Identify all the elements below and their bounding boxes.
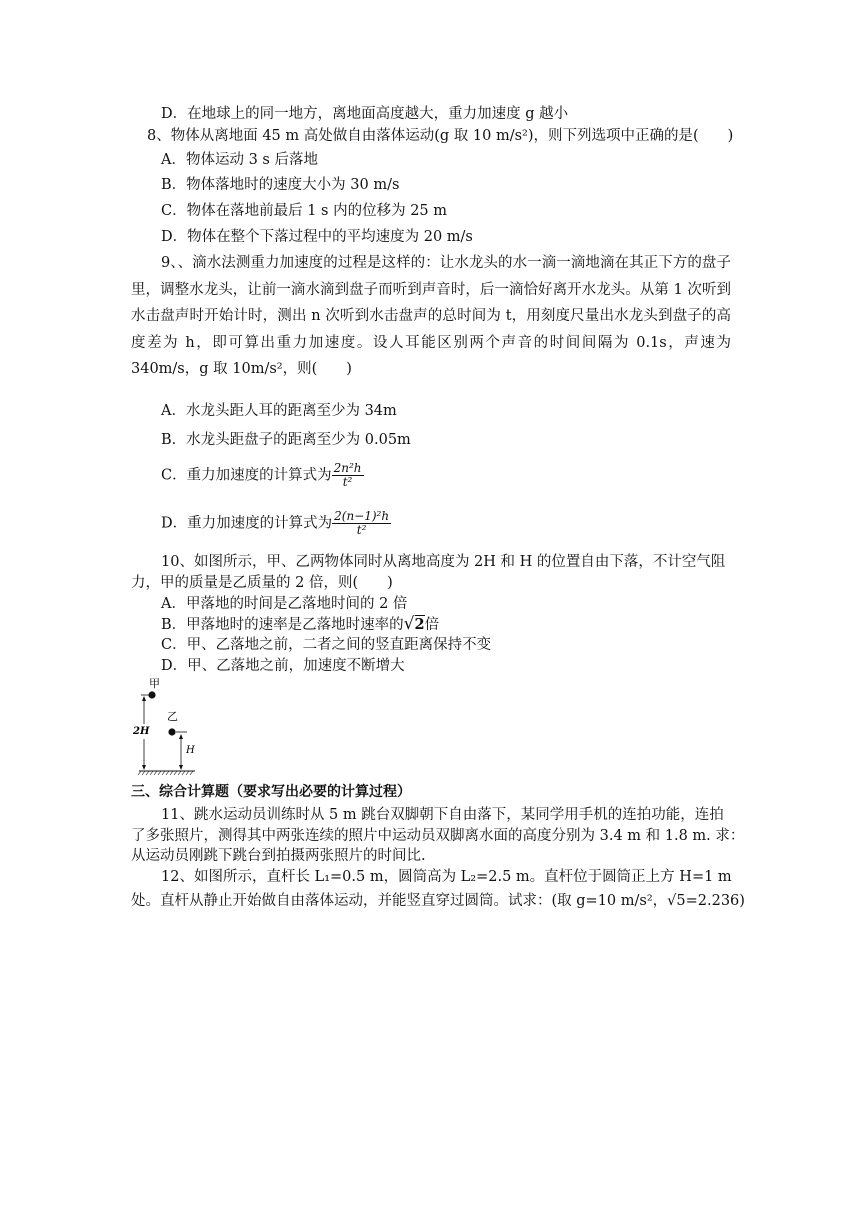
q9-option-a: A．水龙头距人耳的距离至少为 34m bbox=[161, 403, 397, 419]
q9-c-denominator: t² bbox=[342, 475, 353, 489]
q10-stem-line1: 10、如图所示，甲、乙两物体同时从离地高度为 2H 和 H 的位置自由下落，不计空气阻 bbox=[161, 554, 726, 570]
q10-option-c: C．甲、乙落地之前，二者之间的竖直距离保持不变 bbox=[161, 637, 492, 653]
q12-line2: 处。直杆从静止开始做自由落体运动，并能竖直穿过圆筒。试求：(取 g=10 m/s²，√5=2.236) bbox=[131, 893, 745, 909]
q9-d-denominator: t² bbox=[356, 523, 367, 537]
object-yi-dot bbox=[168, 728, 175, 735]
figure-label-h: H bbox=[186, 745, 195, 756]
figure-label-2h: 2H bbox=[133, 726, 150, 737]
q8-option-b: B．物体落地时的速度大小为 30 m/s bbox=[161, 177, 400, 193]
q10-option-b-prefix: B．甲落地时的速率是乙落地时速率的 bbox=[161, 617, 404, 633]
q9-option-c-formula bbox=[332, 462, 364, 489]
arrow-2h-down-head bbox=[142, 765, 146, 770]
q8-option-d: D．物体在整个下落过程中的平均速度为 20 m/s bbox=[161, 229, 473, 245]
arrow-h-down-head bbox=[179, 765, 183, 770]
q9-option-c-prefix: C．重力加速度的计算式为 bbox=[161, 467, 332, 484]
q9-option-b: B．水龙头距盘子的距离至少为 0.05m bbox=[161, 432, 411, 448]
sqrt-symbol: √ bbox=[403, 614, 415, 634]
q7-option-d: D．在地球上的同一地方，离地面高度越大，重力加速度 g 越小 bbox=[161, 106, 569, 122]
q12-line1: 12、如图所示，直杆长 L₁=0.5 m，圆筒高为 L₂=2.5 m。直杆位于圆筒正上方 H=1 m bbox=[161, 869, 732, 885]
object-jia-dot bbox=[148, 691, 155, 698]
arrow-h-up-head bbox=[179, 734, 183, 739]
q9-stem-text: 9、、滴水法测重力加速度的过程是这样的：让水龙头的水一滴一滴地滴在其正下方的盘子里，调整水龙头，让前一滴水滴到盘子而听到声音时，后一滴恰好离开水龙头。从第 1 次听到水击盘声时开始计时，测出 n 次听到水击盘声的总时间为 t，用刻度尺量出水龙头到盘子的高度差为 h，即可算出重力加速度。设人耳能区别两个声音的时间间隔为 0.1s，声速为 340m/s，g 取 10m/s²，则( ) bbox=[131, 255, 731, 377]
section-3-title: 三、综合计算题（要求写出必要的计算过程） bbox=[131, 784, 411, 800]
figure-label-jia: 甲 bbox=[149, 677, 160, 690]
q9-option-d bbox=[161, 510, 391, 537]
q9-stem bbox=[131, 250, 731, 383]
q9-option-c bbox=[161, 462, 364, 489]
q10-option-b-sqrt: 2 bbox=[414, 616, 425, 633]
q11-line1: 11、跳水运动员训练时从 5 m 跳台双脚朝下自由落下，某同学用手机的连拍功能，连拍 bbox=[161, 807, 724, 823]
figure-label-yi: 乙 bbox=[167, 710, 178, 723]
ground-hatching bbox=[138, 771, 193, 775]
q8-option-a: A．物体运动 3 s 后落地 bbox=[161, 152, 318, 168]
q10-free-fall-figure bbox=[131, 677, 211, 777]
q8-stem: 8、物体从离地面 45 m 高处做自由落体运动(g 取 10 m/s²)，则下列选项中正确的是( ) bbox=[147, 128, 734, 144]
q9-option-d-prefix: D．重力加速度的计算式为 bbox=[161, 515, 333, 532]
q11-line2: 了多张照片，测得其中两张连续的照片中运动员双脚离水面的高度分别为 3.4 m 和 1.8 m. 求： bbox=[131, 828, 745, 844]
q9-option-d-formula bbox=[332, 510, 391, 537]
q10-option-b-suffix: 倍 bbox=[424, 617, 440, 633]
q10-option-d: D．甲、乙落地之前，加速度不断增大 bbox=[161, 658, 405, 674]
q11-line3: 从运动员刚跳下跳台到拍摄两张照片的时间比. bbox=[131, 848, 426, 864]
q9-d-numerator: 2(n−1)²h bbox=[334, 509, 390, 523]
q10-stem-line2: 力，甲的质量是乙质量的 2 倍，则( ) bbox=[131, 575, 393, 591]
q8-option-c: C．物体在落地前最后 1 s 内的位移为 25 m bbox=[161, 203, 448, 219]
q10-option-a: A．甲落地的时间是乙落地时间的 2 倍 bbox=[161, 596, 408, 612]
q9-c-numerator: 2n²h bbox=[333, 461, 362, 475]
q10-option-b bbox=[161, 614, 439, 635]
arrow-2h-up-head bbox=[142, 696, 146, 701]
